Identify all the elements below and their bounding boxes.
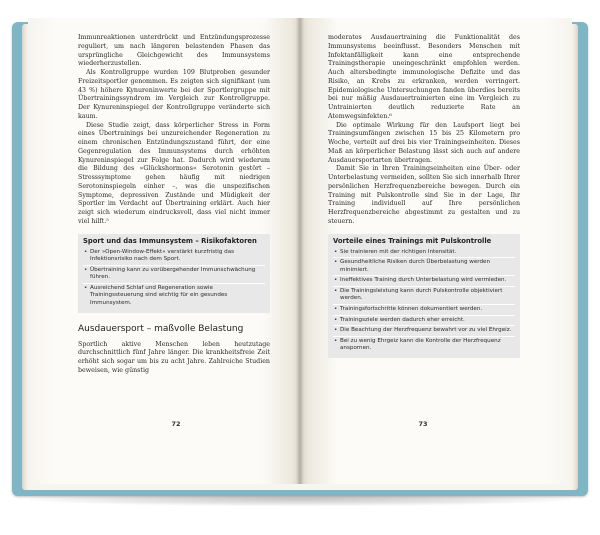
right-page: [300, 18, 572, 438]
list-item: [333, 336, 515, 354]
right-paragraph-1: moderates Ausdauertraining die Funktionalität des Immunsystems beeinflusst. Besonders Menschen mit Infektanfälligkeit kann eine entsprechende Trainingstherapie uneingeschränkt empfohlen werden. Auch altersbedingte immunologische Defizite und das Risiko, an Krebs zu erkranken, werden verringert. Epidemiologische Untersuchungen fanden überdies bereits bei nur mäßig Ausdauertrainierten eine im Vergleich zu Untrainierten deutlich reduzierte Rate an Atemwegsinfekten.⁶: [328, 34, 520, 120]
bullet-icon: •: [84, 248, 88, 255]
book-gutter: [296, 18, 304, 484]
bullet-icon: •: [334, 306, 338, 313]
right-page-content: [328, 34, 520, 358]
risk-factors-list: [83, 248, 265, 309]
list-item-text: Übertraining kann zu vorübergehender Immunschwächung führen.: [90, 266, 256, 281]
left-paragraph-3: Diese Studie zeigt, dass körperlicher Stress in Form eines Übertrainings bei unzureichender Regeneration zu einem chronischen Entzündungszustand führt, der eine Gegenregulation des Immunsystems durch erhöhten Kynureninspiegel zur Folge hat. Dadurch wird wiederum die Bildung des »Glückshormons« Serotonin gestört – Stresssymptome gehen häufig mit niedrigen Serotoninspiegeln einher –, was die unspezifischen Symptome, depressiven Zustände und Müdigkeit der Sportler im Verdacht auf Übertraining erklärt. Auch hier zeigt sich wiederum eindrucksvoll, dass viel nicht immer viel hilft.⁵: [78, 121, 270, 225]
left-page-content: [78, 34, 270, 376]
list-item: [333, 275, 515, 286]
list-item-text: Der »Open-Window-Effekt« verstärkt kurzfristig das Infektionsrisiko nach dem Sport.: [90, 248, 235, 263]
bullet-icon: •: [334, 316, 338, 323]
bullet-icon: •: [334, 327, 338, 334]
list-item: [333, 286, 515, 304]
right-paragraph-2: Die optimale Wirkung für den Laufsport liegt bei Trainingsumfängen zwischen 15 bis 25 Kilometern pro Woche, verteilt auf drei bis vier Trainingseinheiten. Dieses Maß an körperlicher Belastung lässt sich auch auf andere Ausdauersportarten übertragen.: [328, 121, 520, 164]
list-item-text: Ausreichend Schlaf und Regeneration sowie Trainingssteuerung sind wichtig für ein gesundes Immunsystem.: [90, 284, 228, 307]
left-paragraph-1: Immunreaktionen unterdrückt und Entzündungsprozesse reguliert, um nach längeren belastenden Phasen das ursprüngliche Gleichgewicht des Immunsystems wiederherzustellen.: [78, 34, 270, 68]
risk-factors-title: Sport und das Immunsystem – Risikofaktoren: [83, 236, 257, 245]
right-page-bottom: [300, 438, 572, 484]
left-closing-paragraph: Sportlich aktive Menschen leben heutzutage durchschnittlich fünf Jahre länger. Die krankheitsfreie Zeit erhöht sich sogar um bis zu acht Jahre. Zahlreiche Studien beweisen, wie günstig: [78, 340, 270, 374]
list-item: [333, 304, 515, 315]
bullet-icon: •: [334, 287, 338, 294]
list-item-text: Die Trainingsleistung kann durch Pulskontrolle objektiviert werden.: [340, 287, 503, 302]
list-item-text: Trainingsziele werden dadurch eher erreicht.: [340, 316, 465, 323]
left-page-bottom: [28, 438, 300, 484]
list-item: [83, 283, 265, 309]
bullet-icon: •: [334, 248, 338, 255]
list-item-text: Ineffektives Training durch Unterbelastung wird vermieden.: [340, 277, 507, 284]
list-item: [333, 315, 515, 326]
left-paragraph-2: Als Kontrollgruppe wurden 109 Blutproben gesunder Freizeitsportler genommen. Es zeigten sich signifikant (um 43 %) höhere Kynureninwerte bei der Sportlergruppe mit Übertrainingssyndrom im Vergleich zur Kontrollgruppe. Der Kynureninspiegel der Kontrollgruppe veränderte sich kaum.: [78, 69, 270, 120]
list-item: [83, 265, 265, 283]
list-item: [333, 257, 515, 275]
pulse-control-title: Vorteile eines Trainings mit Pulskontrolle: [333, 236, 492, 245]
list-item: [333, 248, 515, 258]
list-item-text: Gesundheitliche Risiken durch Überbelastung werden minimiert.: [340, 259, 491, 273]
list-item: [83, 248, 265, 265]
pulse-control-box: [328, 234, 520, 359]
bullet-icon: •: [334, 337, 338, 344]
page-number-left: 72: [171, 420, 181, 428]
bullet-icon: •: [334, 277, 338, 284]
list-item-text: Bei zu wenig Ehrgeiz kann die Kontrolle der Herzfrequenz anspornen.: [340, 337, 501, 352]
page-number-right: 73: [418, 420, 428, 428]
list-item-text: Trainingsfortschritte können dokumentiert werden.: [340, 306, 483, 313]
list-item-text: Die Beachtung der Herzfrequenz bewahrt vor zu viel Ehrgeiz.: [340, 327, 512, 334]
bullet-icon: •: [334, 259, 338, 266]
section-heading: Ausdauersport – maßvolle Belastung: [78, 323, 244, 334]
bullet-icon: •: [84, 266, 88, 273]
right-paragraph-3: Damit Sie in Ihren Trainingseinheiten eine Über- oder Unterbelastung vermeiden, sollten Sie sich innerhalb Ihrer persönlichen Herzfrequenzbereiche bewegen. Durch ein Training mit Pulskontrolle sind Sie in der Lage, Ihr Training individuell auf Ihre persönlichen Herzfrequenzbereiche abgestimmt zu gestalten und zu steuern.: [328, 165, 520, 225]
list-item: [333, 325, 515, 336]
pulse-control-list: [333, 248, 515, 355]
risk-factors-box: [78, 234, 270, 313]
bullet-icon: •: [84, 284, 88, 291]
list-item-text: Sie trainieren mit der richtigen Intensität.: [340, 248, 457, 255]
left-page: [28, 18, 300, 438]
